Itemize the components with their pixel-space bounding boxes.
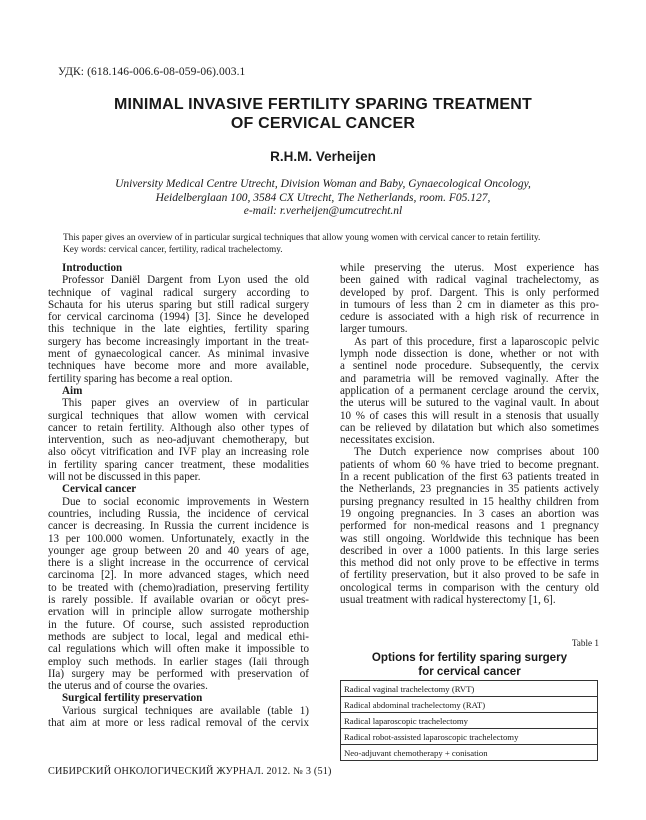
text-line: employ such methods. In earlier stages (Iaii through <box>48 655 309 668</box>
text-line: been gained with radical vaginal trachelectomy, as <box>340 274 599 287</box>
text-line: pursing pregnancy resulted in 15 healthy children from <box>340 495 599 508</box>
title-line: OF CERVICAL CANCER <box>230 115 416 132</box>
text-line: the Netherlands, 23 pregnancies in 35 patients actively <box>340 483 599 496</box>
table-row <box>341 745 598 761</box>
text-line: cedure is associated with a high risk of recurrence in <box>340 311 599 324</box>
text-line: this technique in the late eighties, fertility sparing <box>48 323 309 336</box>
text-line: will not be discussed in this paper. <box>48 471 201 484</box>
text-line: 13 per 100.000 women. Unfortunately, exactly in the <box>48 532 309 545</box>
text-line: a sentinel node procedure. Subsequently, the cervix <box>340 360 599 373</box>
affiliation <box>58 178 588 219</box>
options-table <box>340 680 598 761</box>
text-line: cancer to retain fertility. Although also other types of <box>48 421 309 434</box>
text-line: younger age group between 20 and 40 years of age, <box>48 544 309 557</box>
text-line: in the future. Of course, such assisted reproduction <box>48 618 309 631</box>
text-line: can be relieved by dilatation but which also sometimes <box>340 421 599 434</box>
abstract <box>63 232 623 256</box>
left-column <box>48 262 309 729</box>
text-line: is rarely possible. If available ovarian or oöcyt pres- <box>48 594 309 607</box>
text-line: necessitates excision. <box>340 434 435 447</box>
text-line: to be treated with (chemo)radiation, preserving fertility <box>48 581 309 594</box>
text-line: intervention, such as neo-adjuvant chemotherapy, but <box>48 434 309 447</box>
table-row <box>341 697 598 713</box>
text-line: countries, including Russia, the incidence of cervical <box>48 507 309 520</box>
text-line: Various surgical techniques are available (table 1) <box>62 704 309 717</box>
section-heading: Aim <box>62 384 83 397</box>
text-line: described in over a 1000 patients. In this large series <box>340 544 599 557</box>
text-line: As part of this procedure, first a laparoscopic pelvic <box>354 335 599 348</box>
journal-footer: СИБИРСКИЙ ОНКОЛОГИЧЕСКИЙ ЖУРНАЛ. 2012. № 3 (51) <box>48 766 332 777</box>
text-line: carcinoma [2]. In more advanced stages, which need <box>48 569 309 582</box>
text-line: oncological terms in comparison with the century old <box>340 581 599 594</box>
table-row <box>341 681 598 697</box>
table-label: Table 1 <box>571 638 599 648</box>
text-line: cal regulations which will often make it impossible to <box>48 643 309 656</box>
table-cell: Radical vaginal trachelectomy (RVT) <box>341 681 598 697</box>
text-line: ment of gynaecological cancer. As minimal invasive <box>48 348 309 361</box>
text-line: Schauta for his uterus sparing but still radical surgery <box>48 298 309 311</box>
text-line: of fertility preservation, but it also proved to be safe in <box>340 569 599 582</box>
udc-code: УДК: (618.146-006.6-08-059-06).003.1 <box>58 66 246 78</box>
text-line: the uterus will be sutured to the vaginal vault. In about <box>340 397 599 410</box>
table-row <box>341 713 598 729</box>
text-line: In a recent publication of the first 63 patients treated in <box>340 471 599 484</box>
affiliation-line: Heidelberglaan 100, 3584 CX Utrecht, The Netherlands, room. F05.127, <box>155 191 491 204</box>
text-line: while preserving the uterus. Most experience has <box>340 262 599 274</box>
affiliation-line: University Medical Centre Utrecht, Division Woman and Baby, Gynaecological Oncology, <box>115 178 531 190</box>
text-line: technique of vaginal radical surgery according to <box>48 286 309 299</box>
text-line: Due to social economic improvements in Western <box>62 495 309 508</box>
section-heading: Surgical fertility preservation <box>62 692 203 705</box>
section-heading: Introduction <box>62 262 123 274</box>
text-line: 10 % of cases this will result in a stenosis that usually <box>340 409 599 422</box>
text-line: for cervical carcinoma (1994) [3]. Since he developed <box>48 311 309 324</box>
text-line: The Dutch experience now comprises about 100 <box>354 446 599 459</box>
author-name: R.H.M. Verheijen <box>270 149 376 164</box>
text-line: IIa) surgery may be performed with preservation of <box>48 667 309 680</box>
text-line: larger tumours. <box>340 323 408 336</box>
keywords: Key words: cervical cancer, fertility, radical trachelectomy. <box>63 245 283 255</box>
text-line: in tumours of less than 2 cm in diameter as this pro- <box>340 298 599 311</box>
text-line: developed by prof. Dargent. This is only performed <box>340 286 599 299</box>
table-row <box>341 729 598 745</box>
title-line: MINIMAL INVASIVE FERTILITY SPARING TREATMENT <box>114 96 532 113</box>
table-cell: Radical laparoscopic trachelectomy <box>341 713 598 729</box>
text-line: surgery has become increasingly important in the treat- <box>48 335 309 348</box>
affiliation-email: e-mail: r.verheijen@umcutrecht.nl <box>243 205 403 217</box>
text-line: methods are subject to local, legal and medical ethi- <box>48 630 309 643</box>
text-line: the uterus and of course the ovaries. <box>48 680 208 693</box>
text-line: usual treatment with radical hysterectomy [1, 6]. <box>340 594 556 607</box>
text-line: in fertility sparing cancer treatment, these modalities <box>48 458 309 471</box>
text-line: lymph node dissection is done, whether or not with <box>340 348 599 361</box>
text-line: 19 ongoing pregnancies. In 3 cases an abortion was <box>340 507 599 520</box>
text-line: This paper gives an overview of in particular <box>62 397 309 410</box>
text-line: this method did not only prove to be effective in terms <box>340 557 599 570</box>
text-line: fertility sparing has become a real option. <box>48 372 233 385</box>
text-line: also oöcyt vitrification and IVF play an increasing role <box>48 446 309 459</box>
text-line: and parametria will be removed vaginally. After the <box>340 372 599 385</box>
table-cell: Radical abdominal trachelectomy (RAT) <box>341 697 598 713</box>
text-line: that aim at more or less radical removal of the cervix <box>48 716 309 729</box>
text-line: was still ongoing. Worldwide this technique has been <box>340 532 599 545</box>
text-line: there is a slight increase in the occurrence of cervical <box>48 557 309 570</box>
table-title-line: for cervical cancer <box>418 665 521 678</box>
table-title <box>340 651 599 679</box>
table-cell: Radical robot-assisted laparoscopic trachelectomy <box>341 729 598 745</box>
text-line: ervation will in principle allow surrogate mothership <box>48 606 309 619</box>
abstract-text: This paper gives an overview of in particular surgical techniques that allow young women with cervical cancer to retain fertility. <box>63 233 541 243</box>
paper-title <box>58 95 588 133</box>
text-line: techniques have become more and more available, <box>48 360 309 373</box>
right-column <box>340 262 599 606</box>
table-title-line: Options for fertility sparing surgery <box>371 651 568 664</box>
text-line: cancer is decreasing. In Russia the current incidence is <box>48 520 309 533</box>
table-cell: Neo-adjuvant chemotherapy + conisation <box>341 745 598 761</box>
section-heading: Cervical cancer <box>62 483 137 496</box>
text-line: surgical techniques that allow women with cervical <box>48 409 309 422</box>
text-line: performed for non-medical reasons and 1 pregnancy <box>340 520 599 533</box>
text-line: Professor Daniël Dargent from Lyon used the old <box>62 274 309 287</box>
text-line: application of a permanent cerclage around the cervix, <box>340 384 599 397</box>
text-line: patients of whom 60 % have tried to become pregnant. <box>340 458 599 471</box>
